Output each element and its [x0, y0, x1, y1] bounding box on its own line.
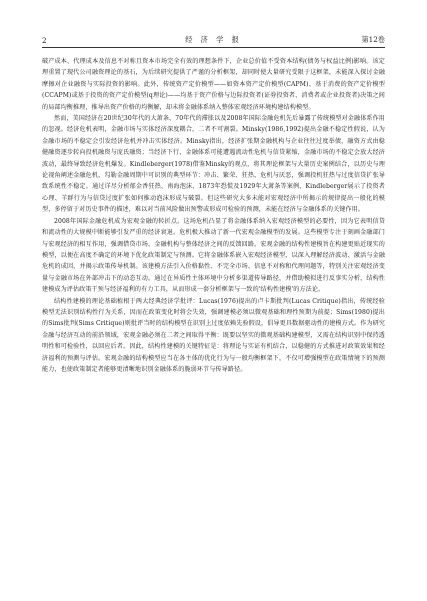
- article-body: [42, 56, 385, 375]
- journal-title: 经 济 学 报: [185, 35, 242, 44]
- paragraph-1: 破产成本、代理成本及信息不对称且资本市场完全有效的理想条件下，企业总价值不受资本结构(债务与权益比例)影响。该定理重置了现代公司融资理论的基石，为后续研究提供了严谨的分析框架，却同时使大量研究受限于这框架，未能深入探讨金融摩擦对企业融资与实际投资的影响。此外，传统资产定价模型——如资本资产定价模型(CAPM)、基于消费的资产定价模型(CCAPM)或基于投资的资产定价模型(q理论)——均基于资产价格与边际投资者(证券投资者、消费者或企业投资者)决策之间的局部均衡推理，推导出资产价格的均衡解，却未将金融体系纳入整体宏观经济环境构建结构模型。: [42, 58, 385, 111]
- paragraph-2: 然而，美国经济在20世纪30年代的大萧条、70年代的滞胀以及2008年国际金融危机先后暴露了传统模型对金融体系作用的忽视。经济危机表明，金融市场与实体经济深度耦合，二者不可割裂。Minsky(1986,1992)提出金融不稳定性假说，认为金融市场的不稳定会引发经济危机并冲击实体经济。Minsky指出，经济扩张期金融机构与企业往往过度举债，融资方式由稳健融资逐步转向投机融资与庞氏融资；当经济下行，金融体系可能遭遇流动性危机与信贷紧缩，金融市场的不稳定会放大经济波动，最终导致经济危机爆发。Kindleberger(1978)借鉴Minsky的观点，将其理论框架与大量历史案例结合，以历史与理论视角阐述金融危机，勾勒金融周期中可识别的典型环节：冲击、繁荣、狂热、危机与厌恶，强调投机狂热与过度信贷扩张导致系统性不稳定。通过详尽分析郁金香狂热、南海泡沫、1873年恐慌及1929年大萧条等案例，Kindleberger展示了投资者心理、羊群行为与信贷过度扩张如何推动泡沫形成与破裂。但这些研究大多未能对宏观经济中所揭示的规律提出一般化的模型，多停留于对历史事件的描述，难以对当前风险做出预警或形成可检验的预测，未能在经济与金融体系的关键作用。: [42, 115, 385, 214]
- paragraph-4: 结构性建模的理论基础植根于两大经典经济学批评：Lucas(1976)提出的卢卡斯批判(Lucas Critique)指出，传统经验模型无法识别结构性行为关系，因而在政策变化时将会失效，强调建模必须以微观基础和理性预期为前提；Sims(1980)提出的Sims批判(Sims Critique)则批评当时的结构模型在识别上过度依赖先验假设，倡导更具数据驱动性的建模方式。作为研究金融与经济互动的前沿领域，宏观金融必须在二者之间取得平衡：既要以坚实的微观基础构建模型，又需在结构识别中保持透明性和可检验性，以回应后者。因此，结构性建模的关键特征是：将理论与实证有机结合，以稳健的方式推进对政策效果和经济福利的预测与评估。宏观金融的结构模型应当在各主体的优化行为与一般均衡框架下，不仅可增强模型在政策情境下的预测能力，也使政策制定者能够更清晰地识别金融体系的脆弱环节与传导路径。: [42, 297, 385, 373]
- running-header: [42, 32, 385, 48]
- paragraph-3: 2008年国际金融危机成为宏观金融的转折点。这场危机凸显了将金融体系纳入宏观经济模型的必要性，因为它表明信贷和流动性的大规模中断能够引发严重的经济衰退。危机极大推动了新一代宏观金融模型的发展。这些模型专注于刻画金融部门与宏观经济的相互作用，强调借贷市场、金融机构与整体经济之间的反馈回路。宏观金融的结构性建模旨在构建更贴近现实的模型，以便在高度不确定的环境下优化政策制定与预测。它将金融体系嵌入宏观经济模型，以深入理解经济波动、激活与金融危机的成因，并揭示政策传导机制。该建模方法引入价格黏性、不完全市场、信息不对称和代理问题等，特别关注宏观经济变量与金融市场在外部冲击下的动态互动。通过在异质性主体环境中分析多渠道传导路径，并借助模拟进行反事实分析，结构性建模成为评估政策干预与经济福利的有力工具，从而形成一套分析框架与一致的'结构性建模'的方法论。: [42, 217, 385, 294]
- page-number: 2: [42, 36, 47, 45]
- issue-label: 第12卷: [361, 35, 385, 44]
